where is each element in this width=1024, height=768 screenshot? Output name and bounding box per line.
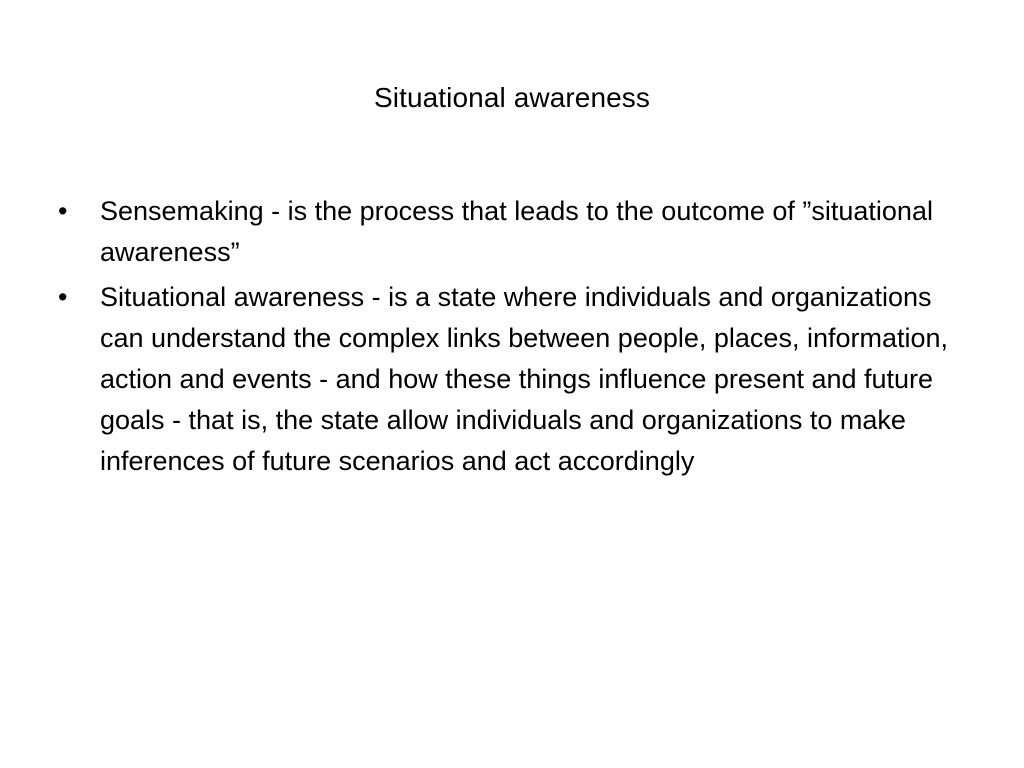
bullet-text: Sensemaking - is the process that leads to the outcome of ”situational awareness” xyxy=(100,196,933,267)
bullet-text: Situational awareness - is a state where individuals and organizations can understand the complex links between people, places, information, action and events - and how these things influence present and future goals - that is, the state allow individuals and organizations to make inferences of future scenarios and act accordingly xyxy=(100,282,949,476)
slide-title: Situational awareness xyxy=(373,82,651,113)
bullet-dot-icon: • xyxy=(58,196,68,226)
bullet-item-sensemaking xyxy=(58,191,958,273)
bullet-item-situational-awareness xyxy=(58,277,958,482)
bullet-list xyxy=(58,191,958,486)
bullet-dot-icon: • xyxy=(58,282,68,312)
